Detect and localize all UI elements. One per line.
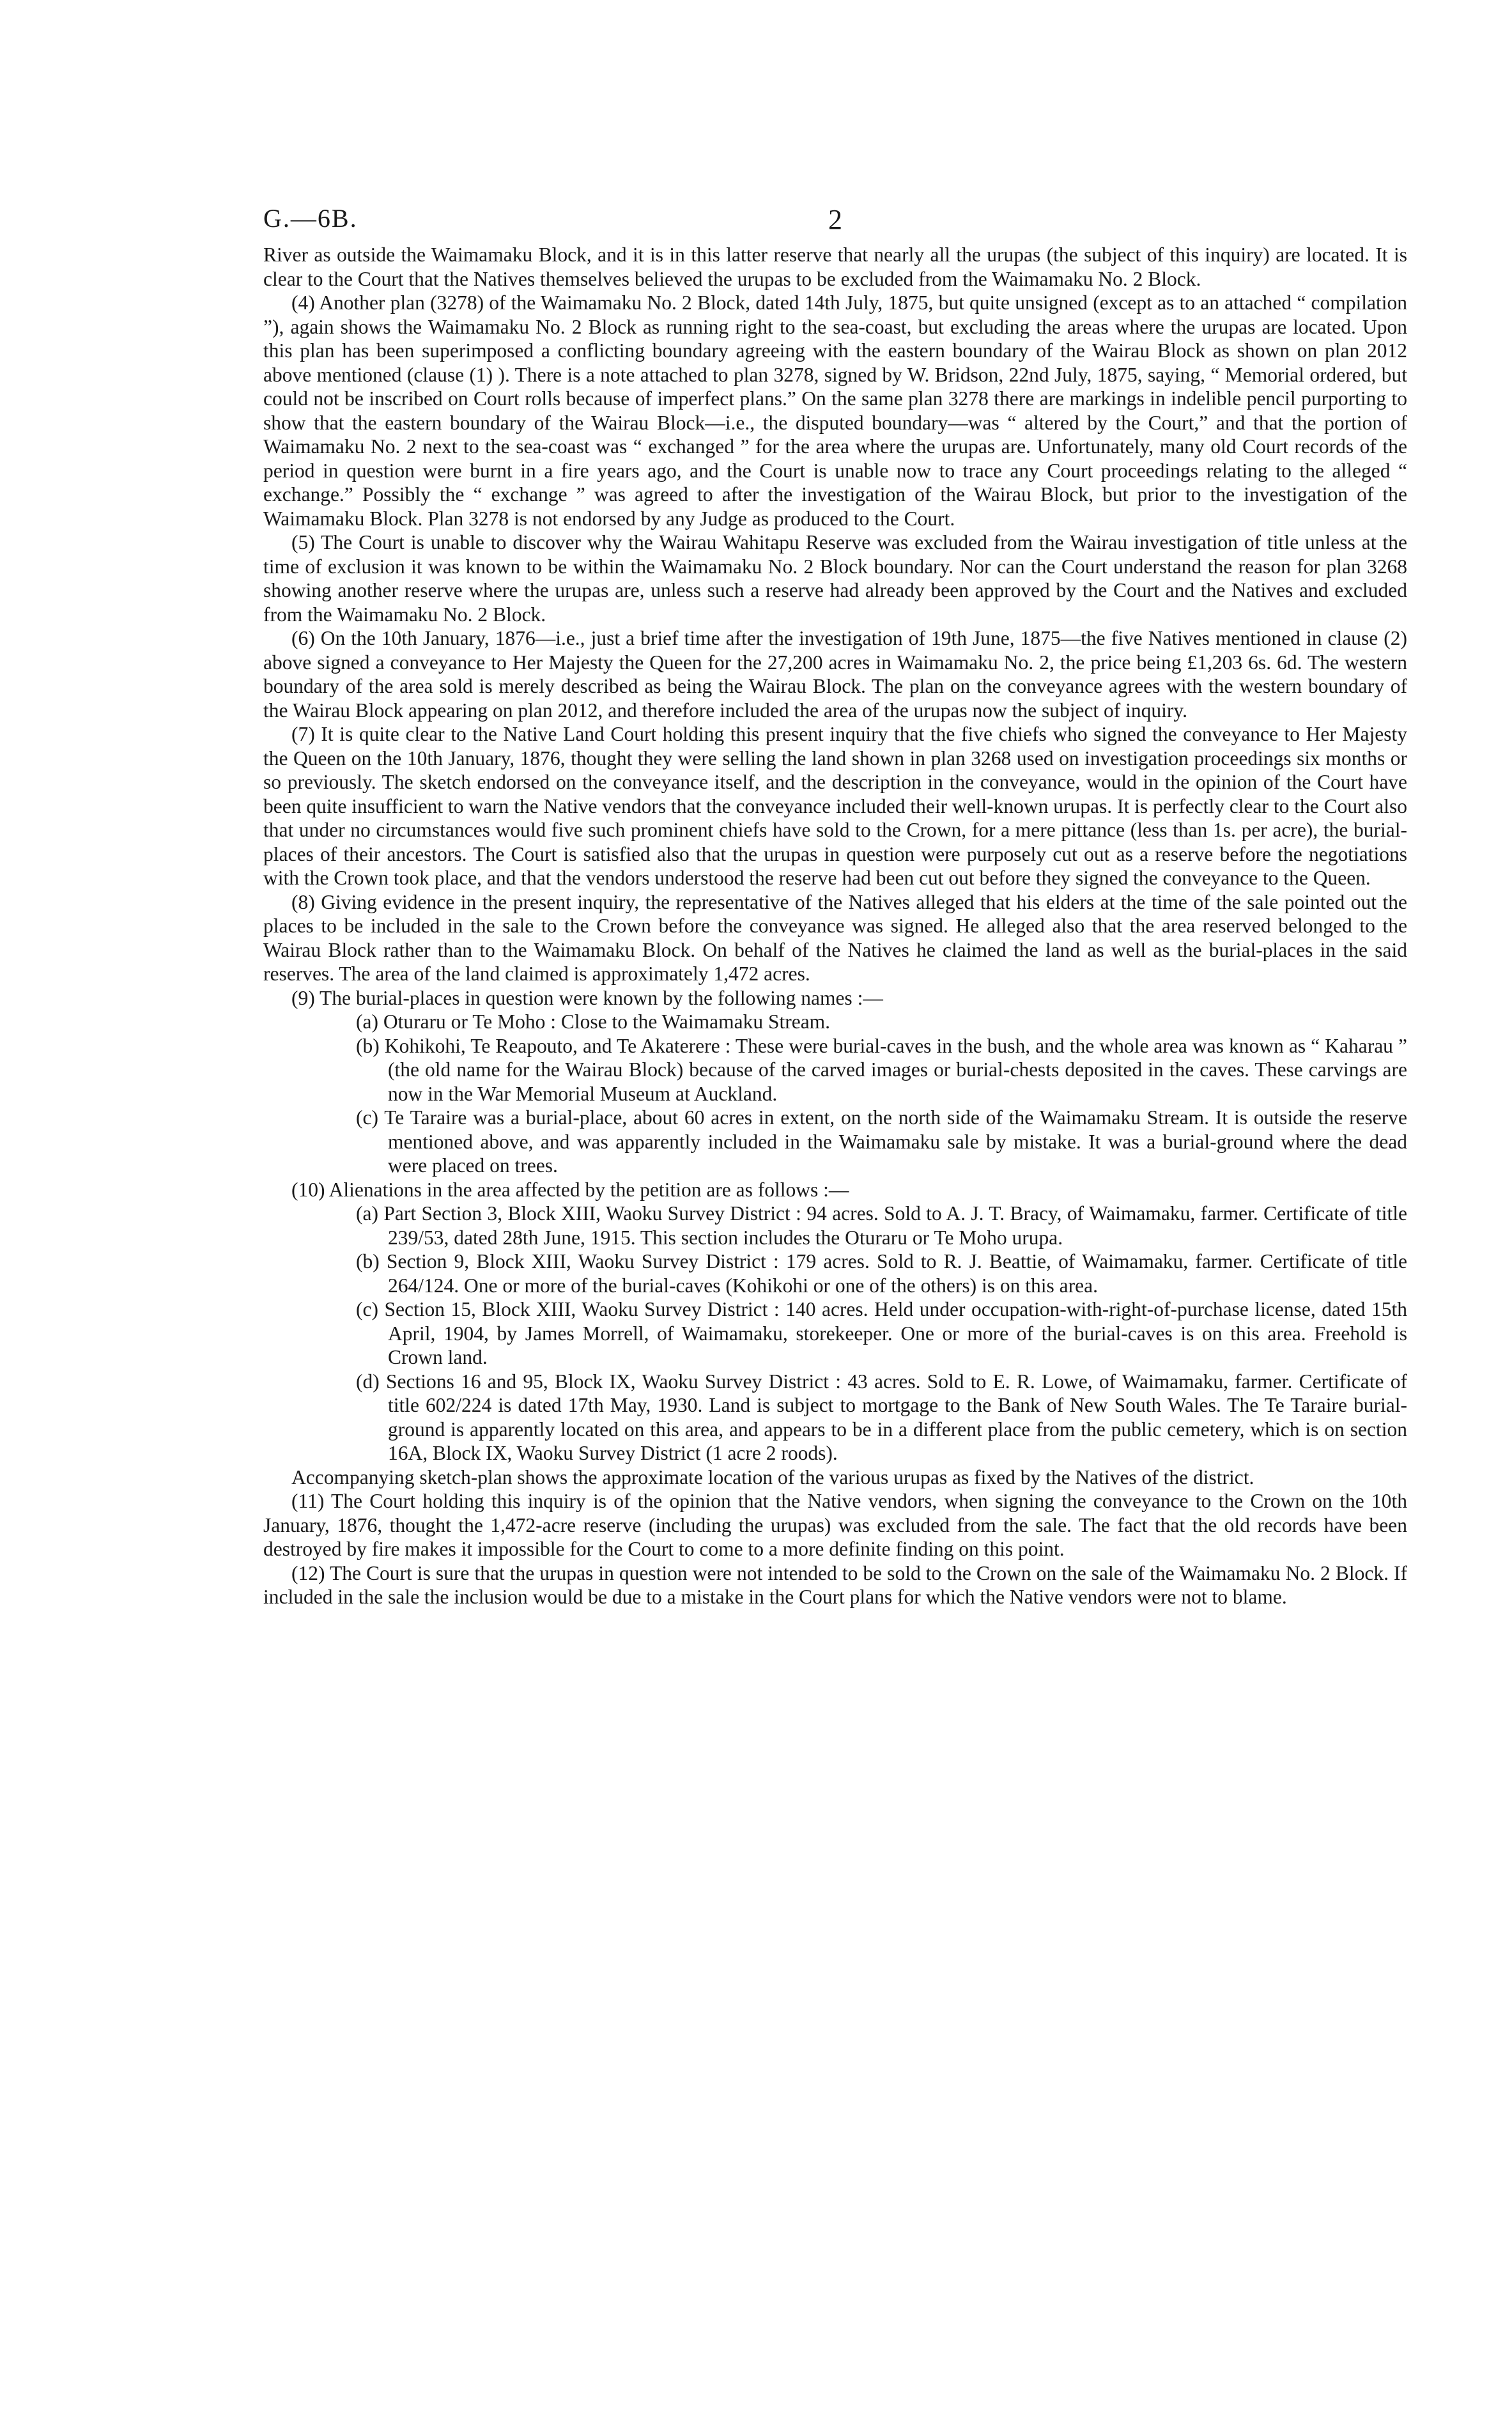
paragraph-7: (7) It is quite clear to the Native Land Court holding this present inquiry that the five chiefs who signed the conveyance to Her Majesty the Queen on the 10th January, 1876, thought they were selling the land shown in plan 3268 used on investigation proceedings six months or so previously. The sketch endorsed on the conveyance itself, and the description in the conveyance, would in the opinion of the Court have been quite insufficient to warn the Native vendors that the conveyance included their well-known urupas. It is perfectly clear to the Court also that under no circumstances would five such prominent chiefs have sold to the Crown, for a mere pittance (less than 1s. per acre), the burial-places of their ancestors. The Court is satisfied also that the urupas in question were purposely cut out as a reserve before the negotiations with the Crown took place, and that the vendors understood the reserve had been cut out before they signed the conveyance to the Queen. — [263, 723, 1407, 889]
paragraph-6: (6) On the 10th January, 1876—i.e., just a brief time after the investigation of 19th June, 1875—the five Natives mentioned in clause (2) above signed a conveyance to Her Majesty the Queen for the 27,200 acres in Waimamaku No. 2, the price being £1,203 6s. 6d. The western boundary of the area sold is merely described as being the Wairau Block. The plan on the conveyance agrees with the western boundary of the Wairau Block appearing on plan 2012, and therefore included the area of the urupas now the subject of inquiry. — [263, 627, 1407, 722]
paragraph-12: (12) The Court is sure that the urupas in question were not intended to be sold to the Crown on the sale of the Waimamaku No. 2 Block. If included in the sale the inclusion would be due to a mistake in the Court plans for which the Native vendors were not to blame. — [263, 1561, 1407, 1608]
paragraph-10-tail: Accompanying sketch-plan shows the approximate location of the various urupas as fixed by the Natives of the district. — [291, 1465, 1254, 1489]
paragraph-9-lead: (9) The burial-places in question were known by the following names :— — [291, 986, 883, 1009]
document-code: G.—6B. — [263, 204, 358, 233]
list-item: (a) Oturaru or Te Moho : Close to the Waimamaku Stream. — [356, 1010, 831, 1033]
list-item: (b) Section 9, Block XIII, Waoku Survey District : 179 acres. Sold to R. J. Beattie, of Waimamaku, farmer. Certificate of title 264/124. One or more of the burial-caves (Kohikohi or one of the others) is on this area. — [356, 1250, 1407, 1297]
page-number: 2 — [828, 204, 842, 235]
list-item: (c) Section 15, Block XIII, Waoku Survey District : 140 acres. Held under occupation-with-right-of-purchase license, dated 15th April, 1904, by James Morrell, of Waimamaku, storekeeper. One or more of the burial-caves is on this area. Freehold is Crown land. — [356, 1298, 1407, 1368]
paragraph-5: (5) The Court is unable to discover why the Wairau Wahitapu Reserve was excluded from the Wairau investigation of title unless at the time of exclusion it was known to be within the Waimamaku No. 2 Block boundary. Nor can the Court understand the reason for plan 3268 showing another reserve where the urupas are, unless such a reserve had already been approved by the Court and the Natives and excluded from the Waimamaku No. 2 Block. — [263, 531, 1407, 626]
list-item: (b) Kohikohi, Te Reapouto, and Te Akaterere : These were burial-caves in the bush, and the whole area was known as “ Kaharau ” (the old name for the Wairau Block) because of the carved images or burial-chests deposited in the caves. These carvings are now in the War Memorial Museum at Auckland. — [356, 1034, 1407, 1105]
list-item: (c) Te Taraire was a burial-place, about 60 acres in extent, on the north side of the Waimamaku Stream. It is outside the reserve mentioned above, and was apparently included in the Waimamaku sale by mistake. It was a burial-ground where the dead were placed on trees. — [356, 1106, 1407, 1177]
paragraph-8: (8) Giving evidence in the present inquiry, the representative of the Natives alleged that his elders at the time of the sale pointed out the places to be included in the sale to the Crown before the conveyance was signed. He alleged also that the area reserved belonged to the Wairau Block rather than to the Waimamaku Block. On behalf of the Natives he claimed the land as well as the burial-places in the said reserves. The area of the land claimed is approximately 1,472 acres. — [263, 890, 1407, 985]
paragraph-10-lead: (10) Alienations in the area affected by the petition are as follows :— — [291, 1178, 849, 1201]
page-header — [263, 203, 1407, 243]
list-item: (d) Sections 16 and 95, Block IX, Waoku Survey District : 43 acres. Sold to E. R. Lowe, of Waimamaku, farmer. Certificate of title 602/224 is dated 17th May, 1930. Land is subject to mortgage to the Bank of New South Wales. The Te Taraire burial-ground is apparently located on this area, and appears to be in a different place from the public cemetery, which is on section 16A, Block IX, Waoku Survey District (1 acre 2 roods). — [356, 1370, 1407, 1464]
document-page — [263, 203, 1407, 1609]
list-item: (a) Part Section 3, Block XIII, Waoku Survey District : 94 acres. Sold to A. J. T. Bracy, of Waimamaku, farmer. Certificate of title 239/53, dated 28th June, 1915. This section includes the Oturaru or Te Moho urupa. — [356, 1202, 1407, 1249]
paragraph-11: (11) The Court holding this inquiry is of the opinion that the Native vendors, when signing the conveyance to the Crown on the 10th January, 1876, thought the 1,472-acre reserve (including the urupas) was excluded from the sale. The fact that the old records have been destroyed by fire makes it impossible for the Court to come to a more definite finding on this point. — [263, 1490, 1407, 1560]
paragraph-intro: River as outside the Waimamaku Block, and it is in this latter reserve that nearly all the urupas (the subject of this inquiry) are located. It is clear to the Court that the Natives themselves believed the urupas to be excluded from the Waimamaku No. 2 Block. — [263, 244, 1407, 290]
paragraph-4: (4) Another plan (3278) of the Waimamaku No. 2 Block, dated 14th July, 1875, but quite unsigned (except as to an attached “ compilation ”), again shows the Waimamaku No. 2 Block as running right to the sea-coast, but excluding the areas where the urupas are located. Upon this plan has been superimposed a conflicting boundary agreeing with the eastern boundary of the Wairau Block as shown on plan 2012 above mentioned (clause (1) ). There is a note attached to plan 3278, signed by W. Bridson, 22nd July, 1875, saying, “ Memorial ordered, but could not be inscribed on Court rolls because of imperfect plans.” On the same plan 3278 there are markings in indelible pencil purporting to show that the eastern boundary of the Wairau Block—i.e., the disputed boundary—was “ altered by the Court,” and that the portion of Waimamaku No. 2 next to the sea-coast was “ exchanged ” for the area where the urupas are. Unfortunately, many old Court records of the period in question were burnt in a fire years ago, and the Court is unable now to trace any Court proceedings relating to the alleged “ exchange.” Possibly the “ exchange ” was agreed to after the investigation of the Wairau Block, but prior to the investigation of the Waimamaku Block. Plan 3278 is not endorsed by any Judge as produced to the Court. — [263, 291, 1407, 530]
